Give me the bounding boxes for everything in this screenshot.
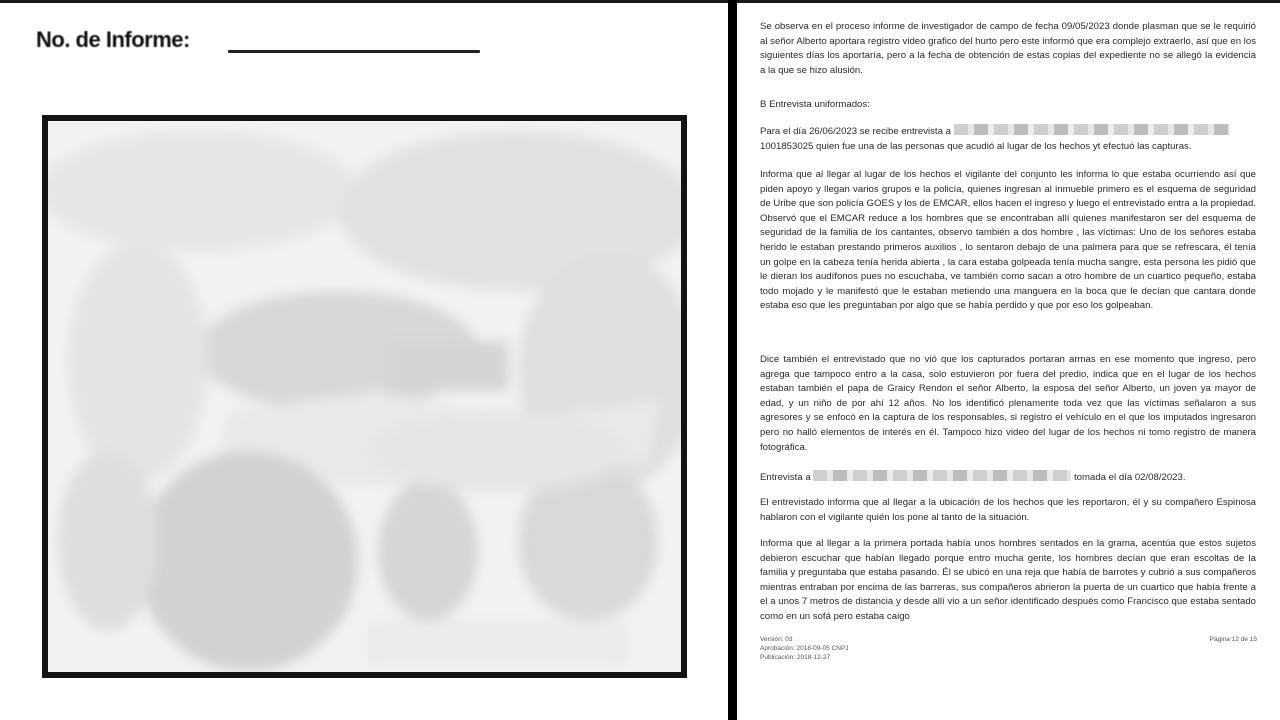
interview-1-intro — [760, 124, 1256, 154]
interview-2-suffix: tomada el día 02/08/2023. — [1074, 472, 1186, 483]
redacted-name-2 — [813, 470, 1071, 481]
document-footer-meta — [760, 635, 849, 662]
footer-publication: Publicación: 2018-12-27 — [760, 654, 831, 661]
section-heading-interviews: B Entrevista uniformados: — [760, 99, 870, 110]
paragraph-interview-1-account: Informa que al llegar al lugar de los hechos el vigilante del conjunto les informa lo que estaba ocurriendo así que piden apoyo y llegan varios grupos e la policía, quienes ingresan al inmueble primero es el esquema de seguridad de Uribe que son policía GOES y los de EMCAR, ellos hacen el ingreso y luego el entrevistado entra a la propiedad. Observó que el EMCAR reduce a los hombres que se encontraban allí quienes manifestaron ser del esquema de seguridad de la familia de los cantantes, observo también a dos hombre , las víctimas: Uno de los señores estaba herido le estaban prestando primeros auxilios , lo sentaron debajo de una palmera para que se refrescara, él tenía un golpe en la cabeza tenía herida abierta , la cara estaba golpeada tenía mucha sangre, esta persona les pidió que le dieran los audífonos pues no escuchaba, ve también como sacan a otro hombre de un cuartico pequeño, estaba todo mojado y le manifestó que le estaban metiendo una manguera en la boca que le decían que cantara donde estaba eso que les preguntaban por algo que se había perdido y que por eso los golpeaban. — [760, 169, 1256, 312]
paragraph-observation: Se observa en el proceso informe de investigador de campo de fecha 09/05/2023 donde plasman que se le requirió al señor Alberto aportara registro video grafico del hurto pero este informó que era complejo extraerlo, así que en los siguientes días los aportaría, pero a la fecha de obtención de estas copias del expediente no se allegó la evidencia a la que se hizo alusión. — [760, 21, 1256, 76]
interview-1-detail: 1001853025 quien fue una de las personas que acudió al lugar de los hechos yt efectuó las capturas. — [760, 140, 1192, 152]
report-number-label: No. de Informe: — [36, 27, 190, 52]
evidence-photo — [42, 115, 687, 678]
page-number: Página 12 de 15 — [1209, 636, 1257, 643]
redacted-name — [954, 124, 1230, 135]
report-number-blank-line — [228, 50, 480, 53]
interview-2-prefix: Entrevista a — [760, 472, 811, 483]
paragraph-interview-1-details: Dice también el entrevistado que no vió que los capturados portaran armas en ese momento que ingreso, pero agrega que tampoco entro a la casa, solo estuvieron por fuera del predio, indica que en el lugar de los hechos estaban también el papa de Graicy Rendon el señor Alberto, la esposa del señor Alberto, un joven ya mayor de edad, y un niño de por ahí 12 años. No los identificó plenamente toda vez que las víctimas señalaron a sus agresores y se enfocó en la captura de los responsables, si registro el vehículo en el que los imputados ingresaron pero no halló elementos de interés en él. Tampoco hizo video del lugar de los hechos ni tomo registro de manera fotográfica. — [760, 354, 1256, 453]
paragraph-interview-2-account: Informa que al llegar a la primera portada había unos hombres sentados en la grama, acentúa que estos sujetos debieron escuchar que habían llegado porque entro mucha gente, los hombres decían que eran escoltas de la familia y preguntaba que estaba pasando. Él se ubicó en una reja que había de barrotes y cubrió a sus compañeros mientras entraban por encima de las barreras, sus compañeros abrieron la puerta de un cuartico que había frente a el a unos 7 metros de distancia y desde allí vio a un señor identificado después como Francisco que estaba sentado como en un sofá pero estaba caigo — [760, 538, 1256, 622]
footer-approval: Aprobación: 2018-09-05 CNPJ — [760, 645, 849, 652]
footer-version: Versión: 03 — [760, 636, 793, 643]
paragraph-interview-2-summary: El entrevistado informa que al llegar a la ubicación de los hechos que les reportaron, él y su compañero Espinosa hablaron con el vigilante quién los pone al tanto de la situación. — [760, 497, 1256, 523]
left-document-page — [0, 3, 728, 720]
interview-2-intro — [760, 470, 1256, 486]
photo-image — [48, 121, 681, 672]
page-separator — [728, 0, 737, 720]
interview-1-prefix: Para el día 26/06/2023 se recibe entrevista a — [760, 126, 951, 137]
right-document-page — [737, 3, 1280, 720]
